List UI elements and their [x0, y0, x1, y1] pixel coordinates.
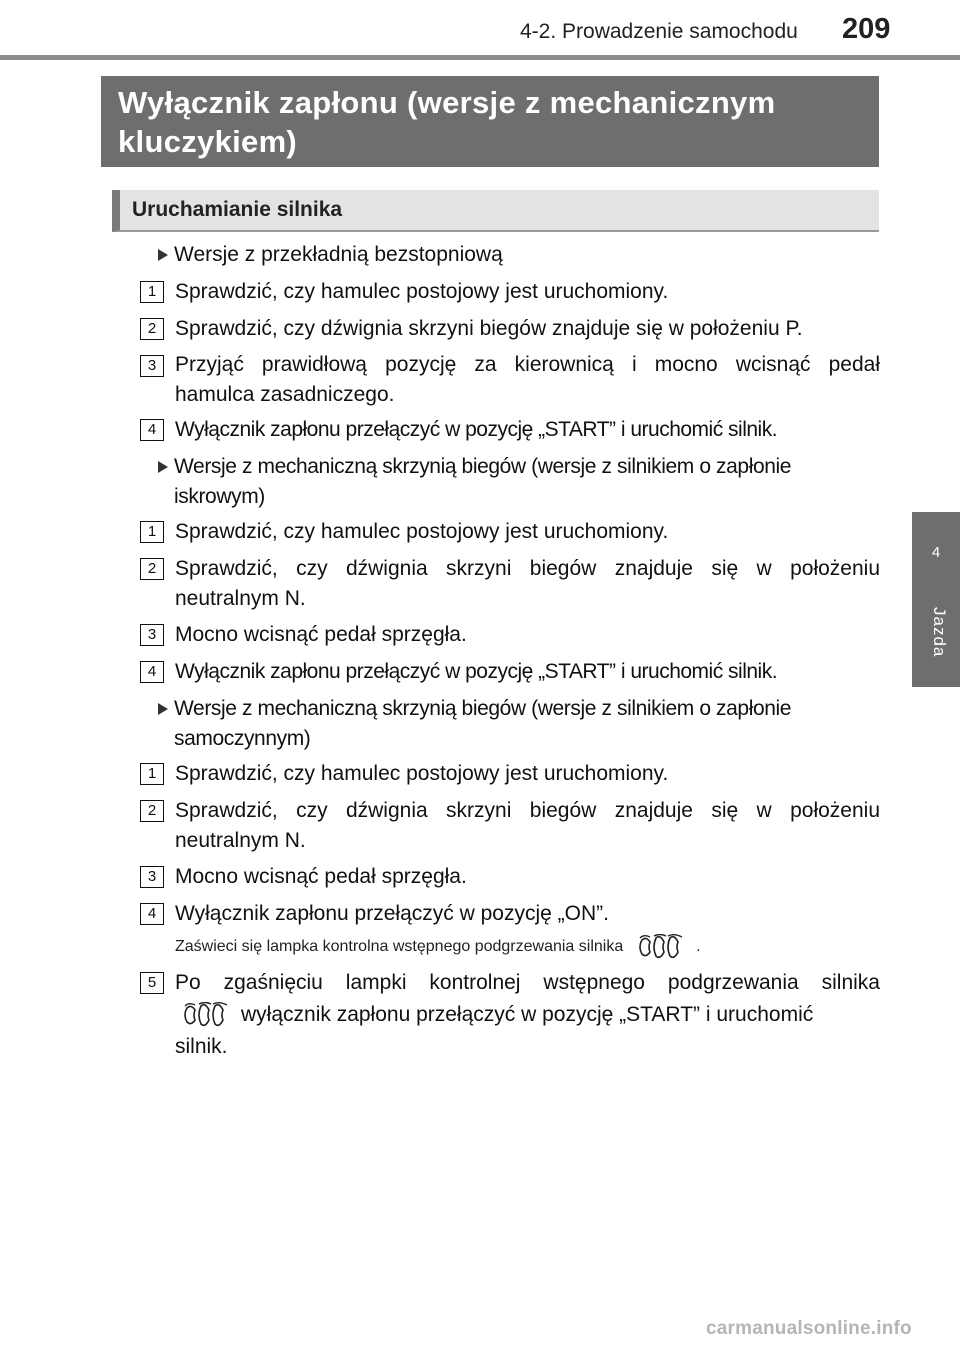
glow-plug-indicator-icon — [638, 934, 688, 960]
step-number: 1 — [140, 281, 164, 303]
step-text: Sprawdzić, czy hamulec postojowy jest uruchomiony. — [175, 520, 669, 543]
page-number: 209 — [842, 13, 891, 45]
step-text: Wyłącznik zapłonu przełączyć w pozycję „START” i uruchomić silnik. — [175, 418, 778, 441]
step-text: Mocno wcisnąć pedał sprzęgła. — [175, 865, 467, 888]
page-title-line2: kluczykiem) — [118, 124, 298, 159]
step-text: Mocno wcisnąć pedał sprzęgła. — [175, 623, 467, 646]
header-section-title: 4-2. Prowadzenie samochodu — [520, 20, 798, 43]
step-number: 1 — [140, 521, 164, 543]
step-text: Sprawdzić, czy hamulec postojowy jest uruchomiony. — [175, 280, 669, 303]
step-number: 4 — [140, 661, 164, 683]
triangle-bullet-icon — [158, 703, 168, 715]
page-title-line1: Wyłącznik zapłonu (wersje z mechanicznym — [118, 85, 776, 120]
step-number: 2 — [140, 800, 164, 822]
group2-heading-line: iskrowym) — [174, 485, 265, 508]
note-suffix: . — [696, 938, 701, 956]
triangle-bullet-icon — [158, 461, 168, 473]
group2-heading-line: Wersje z mechaniczną skrzynią biegów (wersje z silnikiem o zapłonie — [174, 455, 792, 478]
header-divider — [0, 55, 960, 60]
step-text-line: hamulca zasadniczego. — [175, 383, 395, 406]
step-number: 4 — [140, 419, 164, 441]
step-text-line: Po zgaśnięciu lampki kontrolnej wstępnego podgrzewania silnika — [175, 971, 880, 994]
chapter-side-tab — [912, 512, 960, 687]
group1-heading — [156, 240, 880, 270]
step-text-line: neutralnym N. — [175, 587, 306, 610]
step-number: 3 — [140, 355, 164, 377]
step-text-line: silnik. — [175, 1035, 228, 1058]
section-subheader: Uruchamianie silnika — [112, 190, 879, 232]
step-text: Sprawdzić, czy hamulec postojowy jest uruchomiony. — [175, 762, 669, 785]
step-text-line: wyłącznik zapłonu przełączyć w pozycję „START” i uruchomić — [241, 1003, 814, 1026]
step-text: Wyłącznik zapłonu przełączyć w pozycję „START” i uruchomić silnik. — [175, 660, 778, 683]
step-number: 2 — [140, 558, 164, 580]
note-text — [175, 934, 701, 960]
step-text-line: Przyjąć prawidłową pozycję za kierownicą i mocno wcisnąć pedał — [175, 353, 880, 376]
step-number: 2 — [140, 318, 164, 340]
step-number: 5 — [140, 972, 164, 994]
step-text — [175, 350, 880, 410]
step-number: 3 — [140, 624, 164, 646]
note-text-body: Zaświeci się lampka kontrolna wstępnego podgrzewania silnika — [175, 938, 624, 956]
step-text — [175, 796, 880, 856]
chapter-number: 4 — [931, 544, 941, 561]
step-text-line: Sprawdzić, czy dźwignia skrzyni biegów znajduje się w położeniu — [175, 799, 880, 822]
step-number: 1 — [140, 763, 164, 785]
step-text: Wyłącznik zapłonu przełączyć w pozycję „ON”. — [175, 902, 609, 925]
group3-heading-line: samoczynnym) — [174, 727, 311, 750]
group1-heading-text: Wersje z przekładnią bezstopniową — [174, 243, 503, 266]
triangle-bullet-icon — [158, 249, 168, 261]
page-title — [101, 76, 879, 167]
step-number: 3 — [140, 866, 164, 888]
group3-heading-line: Wersje z mechaniczną skrzynią biegów (wersje z silnikiem o zapłonie — [174, 697, 792, 720]
step-text-line: Sprawdzić, czy dźwignia skrzyni biegów znajduje się w położeniu — [175, 557, 880, 580]
glow-plug-indicator-icon — [183, 1002, 233, 1028]
chapter-label: Jazda — [930, 607, 949, 658]
step-text — [175, 554, 880, 614]
step-text-line: neutralnym N. — [175, 829, 306, 852]
group3-heading — [156, 694, 880, 754]
step-text: Sprawdzić, czy dźwignia skrzyni biegów znajduje się w położeniu P. — [175, 317, 803, 340]
watermark: carmanualsonline.info — [706, 1318, 912, 1339]
step-number: 4 — [140, 903, 164, 925]
group2-heading — [156, 452, 880, 512]
